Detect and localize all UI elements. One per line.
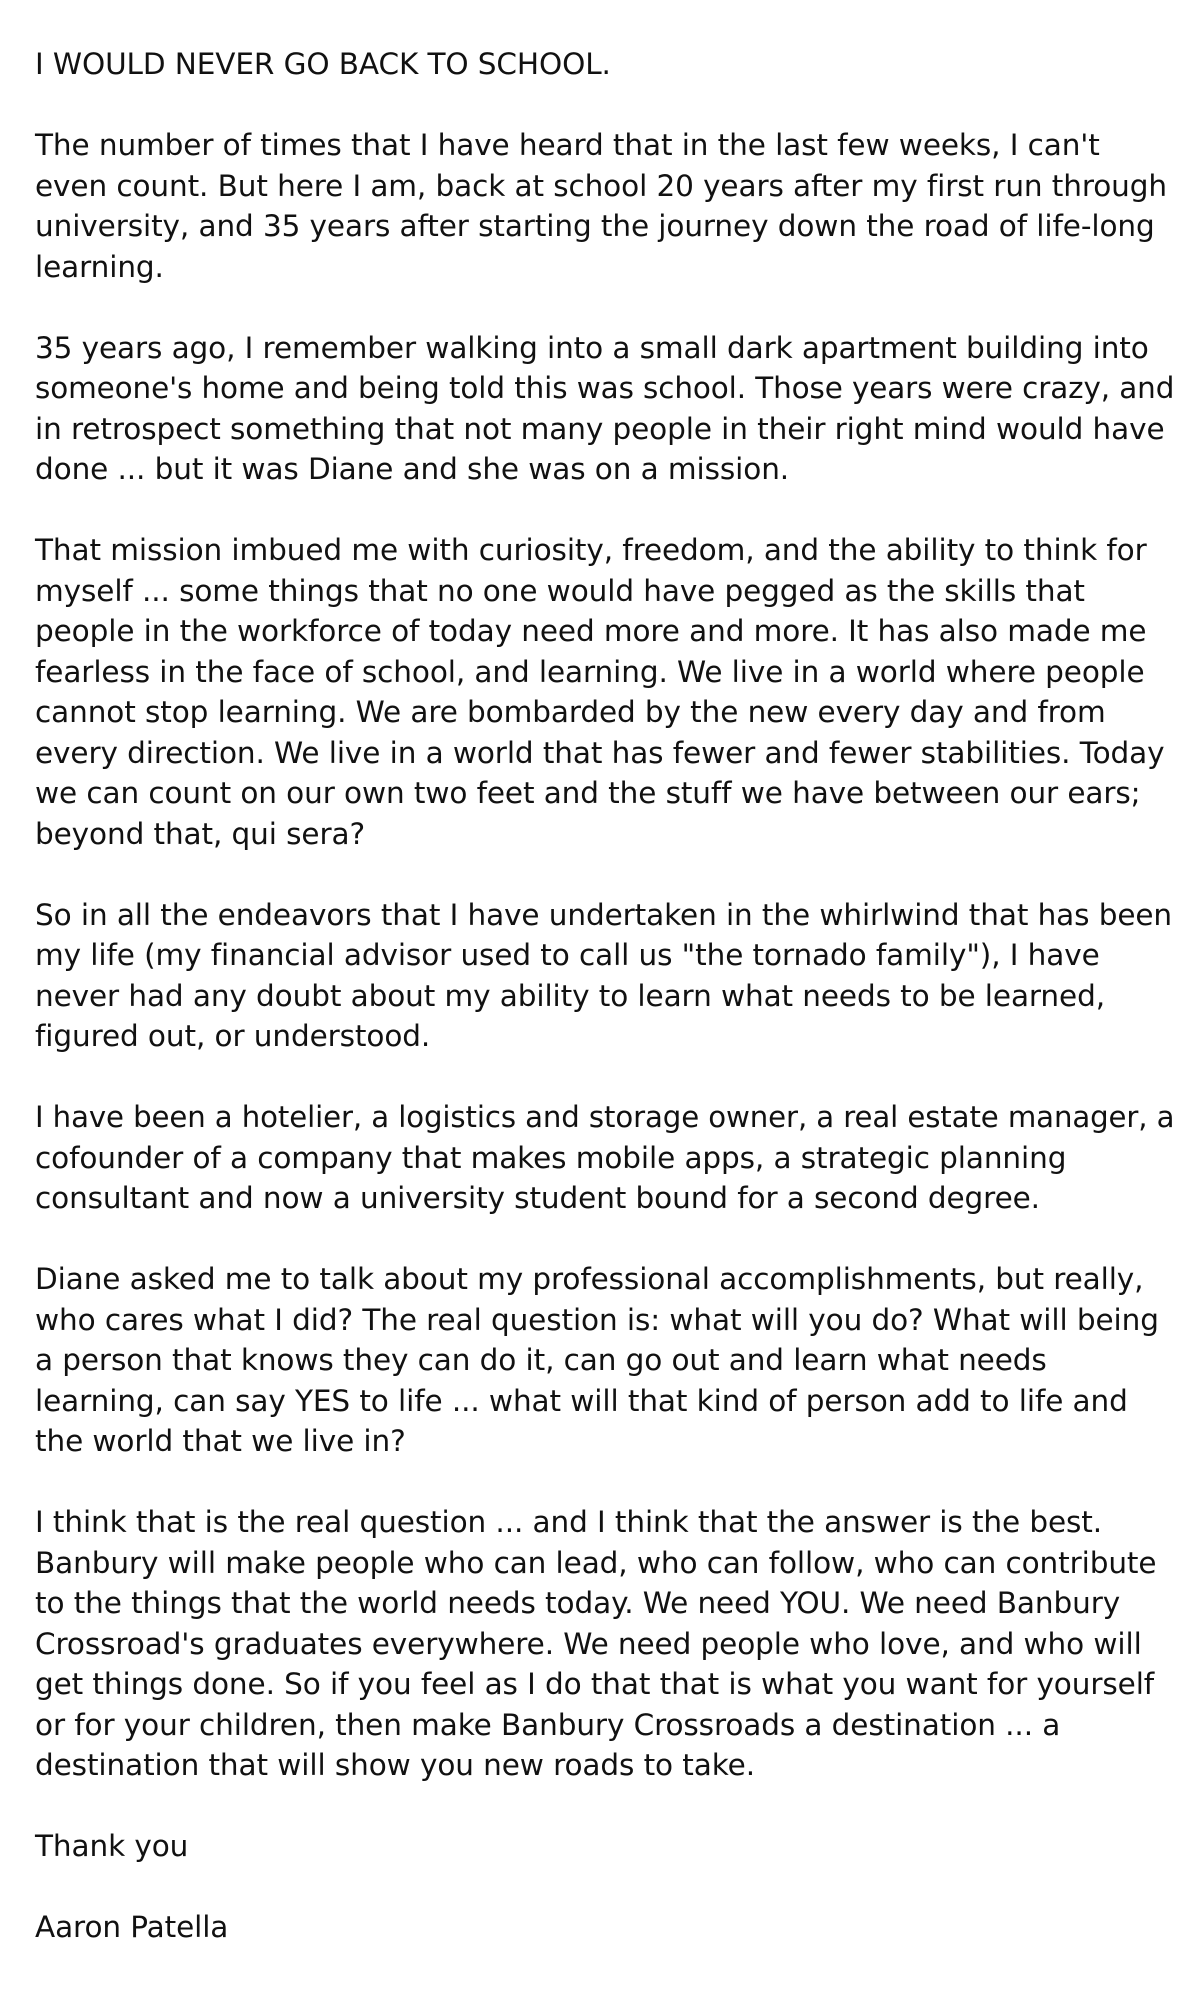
text-line: learning, can say YES to life ... what will that kind of person add to life and xyxy=(35,1383,1128,1418)
text-line: to the things that the world needs today. We need YOU. We need Banbury xyxy=(35,1586,1121,1620)
text-line: I have been a hotelier, a logistics and storage owner, a real estate manager, a xyxy=(35,1100,1175,1134)
text-line: learning. xyxy=(35,249,164,284)
text-line: figured out, or understood. xyxy=(35,1019,431,1053)
text-line: fearless in the face of school, and learning. We live in a world where people xyxy=(35,654,1145,689)
text-line: get things done. So if you feel as I do that that is what you want for yourself xyxy=(35,1667,1155,1701)
paragraph-endeavors xyxy=(35,895,1175,1057)
paragraph-intro xyxy=(35,125,1175,287)
letter-document xyxy=(35,44,1175,1948)
text-line: my life (my financial advisor used to call us "the tornado family"), I have xyxy=(35,938,1100,972)
signature-name xyxy=(35,1907,1175,1948)
paragraph-memory xyxy=(35,328,1175,490)
text-line: the world that we live in? xyxy=(35,1424,406,1458)
text-line: a person that knows they can do it, can go out and learn what needs xyxy=(35,1343,1047,1377)
text-line: I WOULD NEVER GO BACK TO SCHOOL. xyxy=(35,47,611,81)
text-line: Aaron Patella xyxy=(35,1910,229,1944)
paragraph-mission xyxy=(35,530,1175,854)
text-line: myself ... some things that no one would have pegged as the skills that xyxy=(35,573,1085,608)
text-line: every direction. We live in a world that has fewer and fewer stabilities. Today xyxy=(35,735,1165,770)
text-line: consultant and now a university student bound for a second degree. xyxy=(35,1181,1040,1215)
text-line: done ... but it was Diane and she was on a mission. xyxy=(35,452,790,486)
text-line: 35 years ago, I remember walking into a small dark apartment building into xyxy=(35,330,1149,365)
text-line: someone's home and being told this was school. Those years were crazy, and xyxy=(35,371,1175,405)
paragraph-question xyxy=(35,1259,1175,1462)
text-line: in retrospect something that not many people in their right mind would have xyxy=(35,411,1165,446)
text-line: cofounder of a company that makes mobile apps, a strategic planning xyxy=(35,1140,1067,1175)
text-line: people in the workforce of today need more and more. It has also made me xyxy=(35,614,1147,648)
text-line: Crossroad's graduates everywhere. We need people who love, and who will xyxy=(35,1626,1142,1661)
text-line: cannot stop learning. We are bombarded by the new every day and from xyxy=(35,695,1106,729)
text-line: beyond that, qui sera? xyxy=(35,816,366,851)
text-line: or for your children, then make Banbury Crossroads a destination ... a xyxy=(35,1707,1061,1742)
paragraph-career xyxy=(35,1097,1175,1219)
text-line: we can count on our own two feet and the stuff we have between our ears; xyxy=(35,776,1141,810)
text-line: So in all the endeavors that I have undertaken in the whirlwind that has been xyxy=(35,897,1173,932)
text-line: Thank you xyxy=(35,1829,189,1863)
text-line: even count. But here I am, back at school 20 years after my first run through xyxy=(35,168,1167,203)
text-line: never had any doubt about my ability to learn what needs to be learned, xyxy=(35,978,1105,1013)
paragraph-answer xyxy=(35,1502,1175,1786)
text-line: I think that is the real question ... and I think that the answer is the best. xyxy=(35,1505,1103,1539)
closing-thanks xyxy=(35,1826,1175,1867)
letter-heading xyxy=(35,44,1175,85)
text-line: who cares what I did? The real question is: what will you do? What will being xyxy=(35,1302,1159,1337)
text-line: Diane asked me to talk about my professional accomplishments, but really, xyxy=(35,1262,1144,1296)
text-line: That mission imbued me with curiosity, freedom, and the ability to think for xyxy=(35,533,1147,567)
text-line: destination that will show you new roads to take. xyxy=(35,1748,755,1782)
text-line: university, and 35 years after starting the journey down the road of life-long xyxy=(35,209,1155,243)
text-line: The number of times that I have heard that in the last few weeks, I can't xyxy=(35,128,1100,162)
text-line: Banbury will make people who can lead, who can follow, who can contribute xyxy=(35,1545,1157,1580)
